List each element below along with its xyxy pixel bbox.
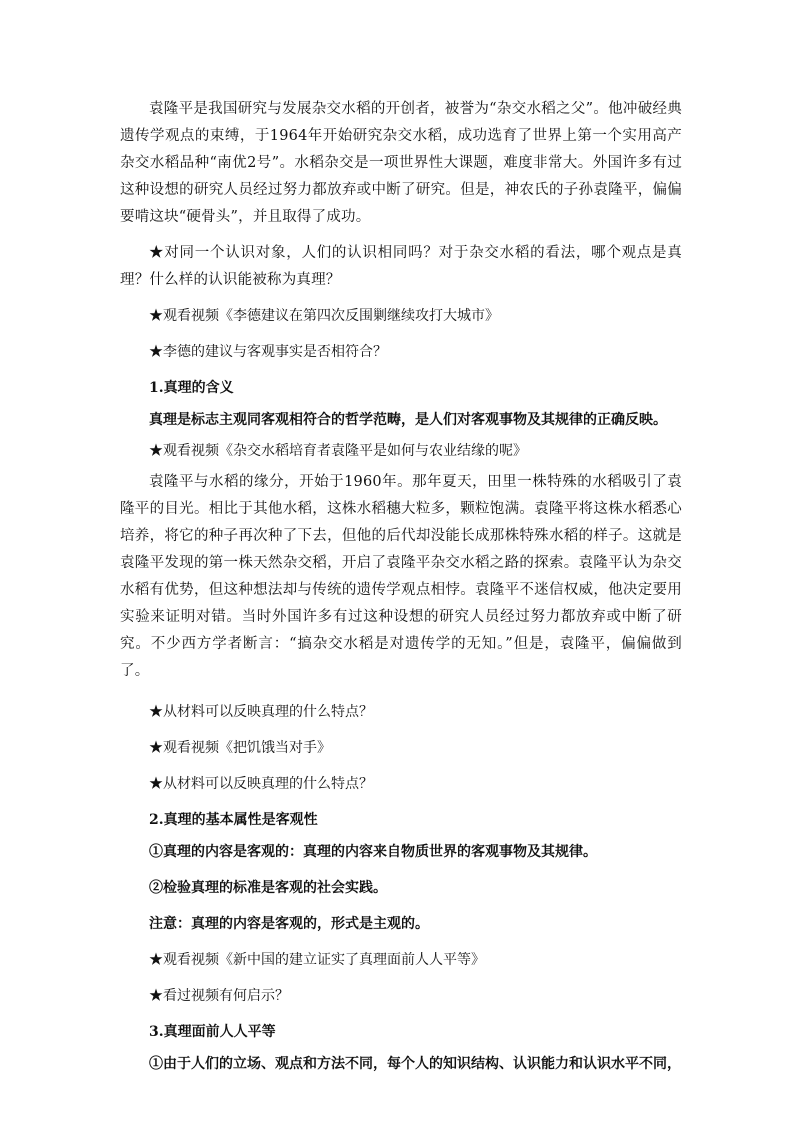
question-paragraph-4: ★从材料可以反映真理的什么特点？ [149, 776, 373, 792]
video-prompt-1: ★观看视频《李德建议在第四次反围剿继续攻打大城市》 [149, 308, 499, 324]
section-heading-2: 2.真理的基本属性是客观性 [149, 812, 318, 828]
story-paragraph: 袁隆平与水稻的缘分，开始于1960年。那年夏天，田里一株特殊的水稻吸引了袁隆平的目光。相比于其他水稻，这株水稻穗大粒多，颗粒饱满。袁隆平将这株水稻悉心培养，将它的种子再次种了下去，但他的后代却没能长成那株特殊水稻的样子。这就是袁隆平发现的第一株天然杂交稻，开启了袁隆平杂交水稻之路的探索。袁隆平认为杂交水稻有优势，但这种想法却与传统的遗传学观点相悖。袁隆平不迷信权威，他决定要用实验来证明对错。当时外国许多有过这种设想的研究人员经过努力都放弃或中断了研究。不少西方学者断言：“搞杂交水稻是对遗传学的无知。”但是，袁隆平，偏偏做到了。 [120, 474, 682, 679]
intro-paragraph: 袁隆平是我国研究与发展杂交水稻的开创者，被誉为“杂交水稻之父”。他冲破经典遗传学观点的束缚，于1964年开始研究杂交水稻，成功选育了世界上第一个实用高产杂交水稻品种“南优2号”。水稻杂交是一项世界性大课题，难度非常大。外国许多有过这种设想的研究人员经过努力都放弃或中断了研究。但是，神农氏的子孙袁隆平，偏偏要啃这块“硬骨头”，并且取得了成功。 [120, 101, 682, 225]
section-heading-3: 3.真理面前人人平等 [149, 1024, 276, 1040]
question-paragraph-3: ★从材料可以反映真理的什么特点？ [149, 704, 373, 720]
document-body [120, 96, 682, 1087]
question-paragraph-2: ★李德的建议与客观事实是否相符合？ [149, 344, 387, 360]
objectivity-note: 注意：真理的内容是客观的，形式是主观的。 [149, 916, 429, 932]
equality-point-1: ①由于人们的立场、观点和方法不同，每个人的知识结构、认识能力和认识水平不同， [149, 1056, 681, 1072]
objectivity-point-2: ②检验真理的标准是客观的社会实践。 [149, 880, 387, 896]
video-prompt-3: ★观看视频《把饥饿当对手》 [149, 740, 331, 756]
section-heading-1: 1.真理的含义 [149, 380, 234, 396]
truth-definition: 真理是标志主观同客观相符合的哲学范畴，是人们对客观事物及其规律的正确反映。 [149, 412, 667, 428]
objectivity-point-1: ①真理的内容是客观的：真理的内容来自物质世界的客观事物及其规律。 [149, 844, 597, 860]
question-paragraph-5: ★看过视频有何启示？ [149, 988, 289, 1004]
video-prompt-4: ★观看视频《新中国的建立证实了真理面前人人平等》 [149, 952, 485, 968]
question-paragraph-1: ★对同一个认识对象，人们的认识相同吗？对于杂交水稻的看法，哪个观点是真理？什么样的认识能被称为真理？ [120, 245, 682, 288]
video-prompt-2: ★观看视频《杂交水稻培育者袁隆平是如何与农业结缘的呢》 [149, 443, 527, 459]
